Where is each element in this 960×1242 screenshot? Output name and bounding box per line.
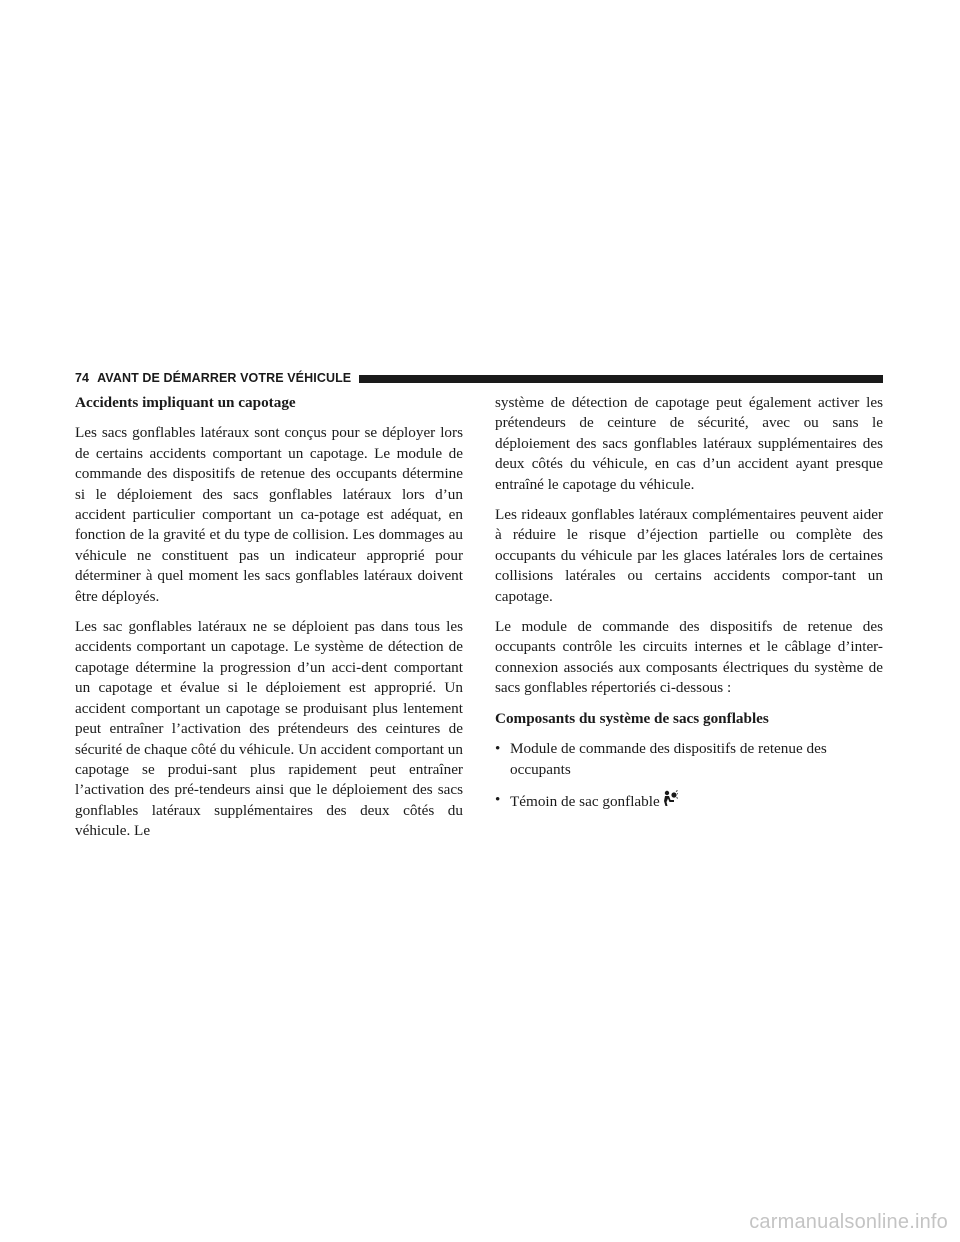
list-item-text: Témoin de sac gonflable bbox=[510, 792, 660, 810]
airbag-warning-icon bbox=[661, 790, 678, 807]
list-item bbox=[495, 790, 883, 812]
bullet: • bbox=[495, 790, 501, 808]
right-column bbox=[495, 393, 883, 822]
watermark: carmanualsonline.info bbox=[749, 1211, 948, 1233]
components-list bbox=[495, 739, 883, 812]
paragraph: Le module de commande des dispositifs de retenue des occupants contrôle les circuits internes et le câblage d’inter-connexion associés aux composants électriques du système de sacs gonflables répertoriés ci-dessous : bbox=[495, 618, 883, 697]
paragraph: Les sac gonflables latéraux ne se déploient pas dans tous les accidents comportant un capotage. Le système de détection de capotage détermine la progression d’un acci-dent comportant un capotage et évalue si le déploiement est approprié. Un accident comportant un capotage se produisant plus lentement peut entraîner l’activation des prétendeurs des ceintures de sécurité de chaque côté du véhicule. Un accident comportant un capotage se produi-sant plus rapidement peut entraîner l’activation des pré-tendeurs ainsi que le déploiement des sacs gonflables latéraux supplémentaires des deux côtés du véhicule. Le bbox=[75, 618, 463, 840]
list-item-text: Module de commande des dispositifs de retenue des occupants bbox=[510, 740, 827, 778]
section-heading: Accidents impliquant un capotage bbox=[75, 394, 296, 411]
paragraph: système de détection de capotage peut également activer les prétendeurs de ceinture de sécurité, avec ou sans le déploiement des sacs gonflables latéraux supplémentaires des deux côtés du véhicule, en cas d’un accident ayant presque entraîné le capotage du véhicule. bbox=[495, 394, 883, 493]
page-header bbox=[75, 369, 883, 387]
left-column bbox=[75, 393, 463, 852]
list-item bbox=[495, 739, 883, 780]
bullet: • bbox=[495, 740, 501, 758]
paragraph: Les sacs gonflables latéraux sont conçus pour se déployer lors de certains accidents comportant un capotage. Le module de commande des dispositifs de retenue des occupants détermine si le déploiement des sacs gonflables latéraux lors d’un accident particulier comportant un ca-potage est adéquat, en fonction de la gravité et du type de collision. Les dommages au véhicule ne constituent pas un indicateur approprié pour déterminer à quel moment les sacs gonflables latéraux doivent être déployés. bbox=[75, 424, 463, 605]
components-subheading: Composants du système de sacs gonflables bbox=[495, 709, 769, 727]
paragraph: Les rideaux gonflables latéraux complémentaires peuvent aider à réduire le risque d’éjection partielle ou complète des occupants du véhicule par les glaces latérales lors de certaines collisions latérales ou certains accidents compor-tant un capotage. bbox=[495, 506, 883, 605]
page-number: 74 bbox=[75, 371, 90, 385]
section-title: AVANT DE DÉMARRER VOTRE VÉHICULE bbox=[97, 371, 352, 385]
header-rule bbox=[359, 375, 883, 383]
